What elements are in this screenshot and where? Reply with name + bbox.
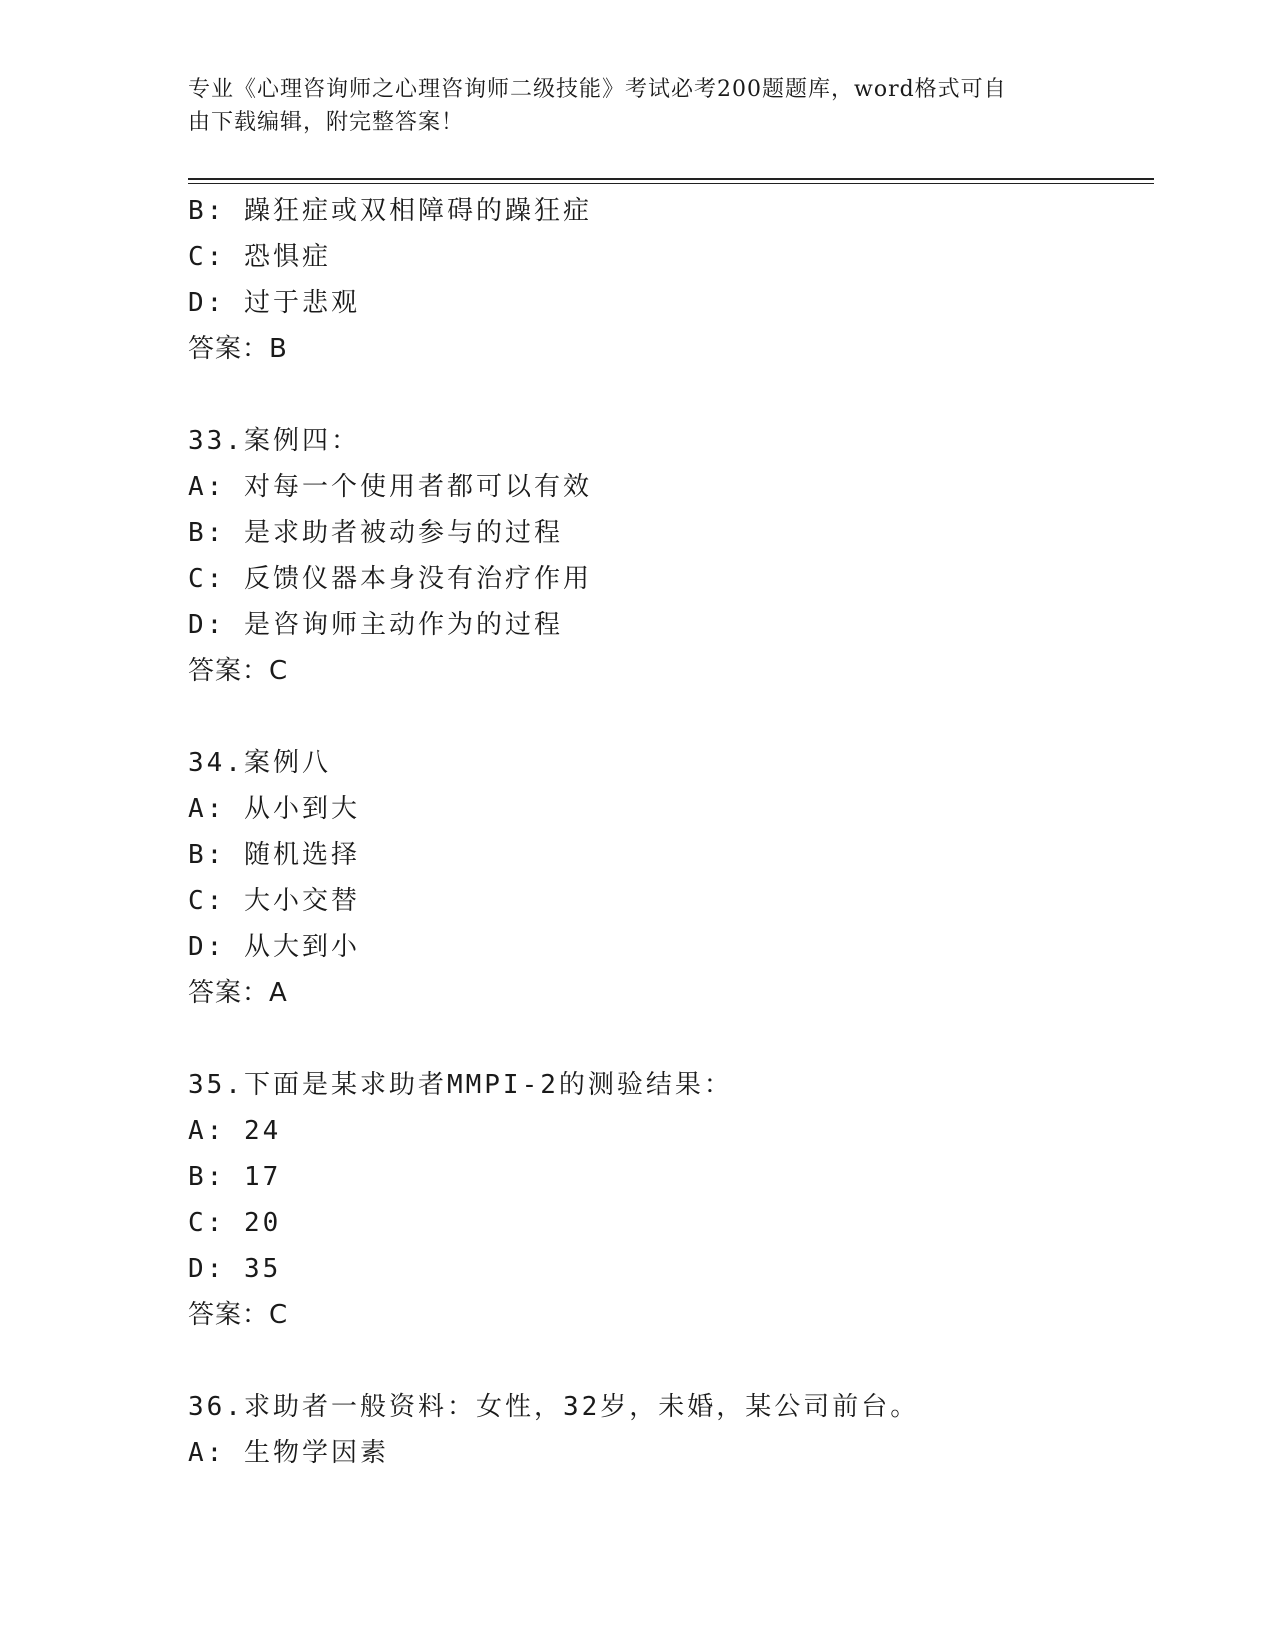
spacer xyxy=(188,1016,1154,1062)
question-list xyxy=(188,188,1154,1476)
option-b: B: 躁狂症或双相障碍的躁狂症 xyxy=(188,196,592,226)
option-d: D: 过于悲观 xyxy=(188,288,360,318)
question-block-35 xyxy=(188,1062,1154,1338)
option-b: B: 随机选择 xyxy=(188,840,360,870)
option-c: C: 恐惧症 xyxy=(188,242,331,272)
answer-line: 答案：C xyxy=(188,1300,289,1330)
question-stem: 36.求助者一般资料：女性，32岁，未婚，某公司前台。 xyxy=(188,1392,920,1422)
spacer xyxy=(188,694,1154,740)
option-b: B: 是求助者被动参与的过程 xyxy=(188,518,563,548)
option-c: C: 20 xyxy=(188,1208,282,1238)
option-c: C: 反馈仪器本身没有治疗作用 xyxy=(188,564,592,594)
question-stem: 34.案例八 xyxy=(188,748,331,778)
header-divider-thick xyxy=(188,178,1154,180)
option-d: D: 从大到小 xyxy=(188,932,360,962)
question-block-36 xyxy=(188,1384,1154,1476)
option-d: D: 35 xyxy=(188,1254,282,1284)
question-block-32 xyxy=(188,188,1154,372)
option-b: B: 17 xyxy=(188,1162,282,1192)
option-d: D: 是咨询师主动作为的过程 xyxy=(188,610,563,640)
option-c: C: 大小交替 xyxy=(188,886,360,916)
header-divider-thin xyxy=(188,183,1154,184)
option-a: A: 24 xyxy=(188,1116,282,1146)
question-block-34 xyxy=(188,740,1154,1016)
spacer xyxy=(188,1338,1154,1384)
answer-line: 答案：B xyxy=(188,334,288,364)
option-a: A: 对每一个使用者都可以有效 xyxy=(188,472,592,502)
option-a: A: 从小到大 xyxy=(188,794,360,824)
header-line-2: 由下载编辑，附完整答案！ xyxy=(188,110,465,135)
question-block-33 xyxy=(188,418,1154,694)
spacer xyxy=(188,372,1154,418)
option-a: A: 生物学因素 xyxy=(188,1438,389,1468)
question-stem: 33.案例四： xyxy=(188,426,360,456)
answer-line: 答案：A xyxy=(188,978,288,1008)
header-line-1: 专业《心理咨询师之心理咨询师二级技能》考试必考200题题库，word格式可自 xyxy=(188,77,1007,102)
question-stem: 35.下面是某求助者MMPI-2的测验结果： xyxy=(188,1070,733,1100)
document-header xyxy=(188,73,1078,139)
answer-line: 答案：C xyxy=(188,656,289,686)
